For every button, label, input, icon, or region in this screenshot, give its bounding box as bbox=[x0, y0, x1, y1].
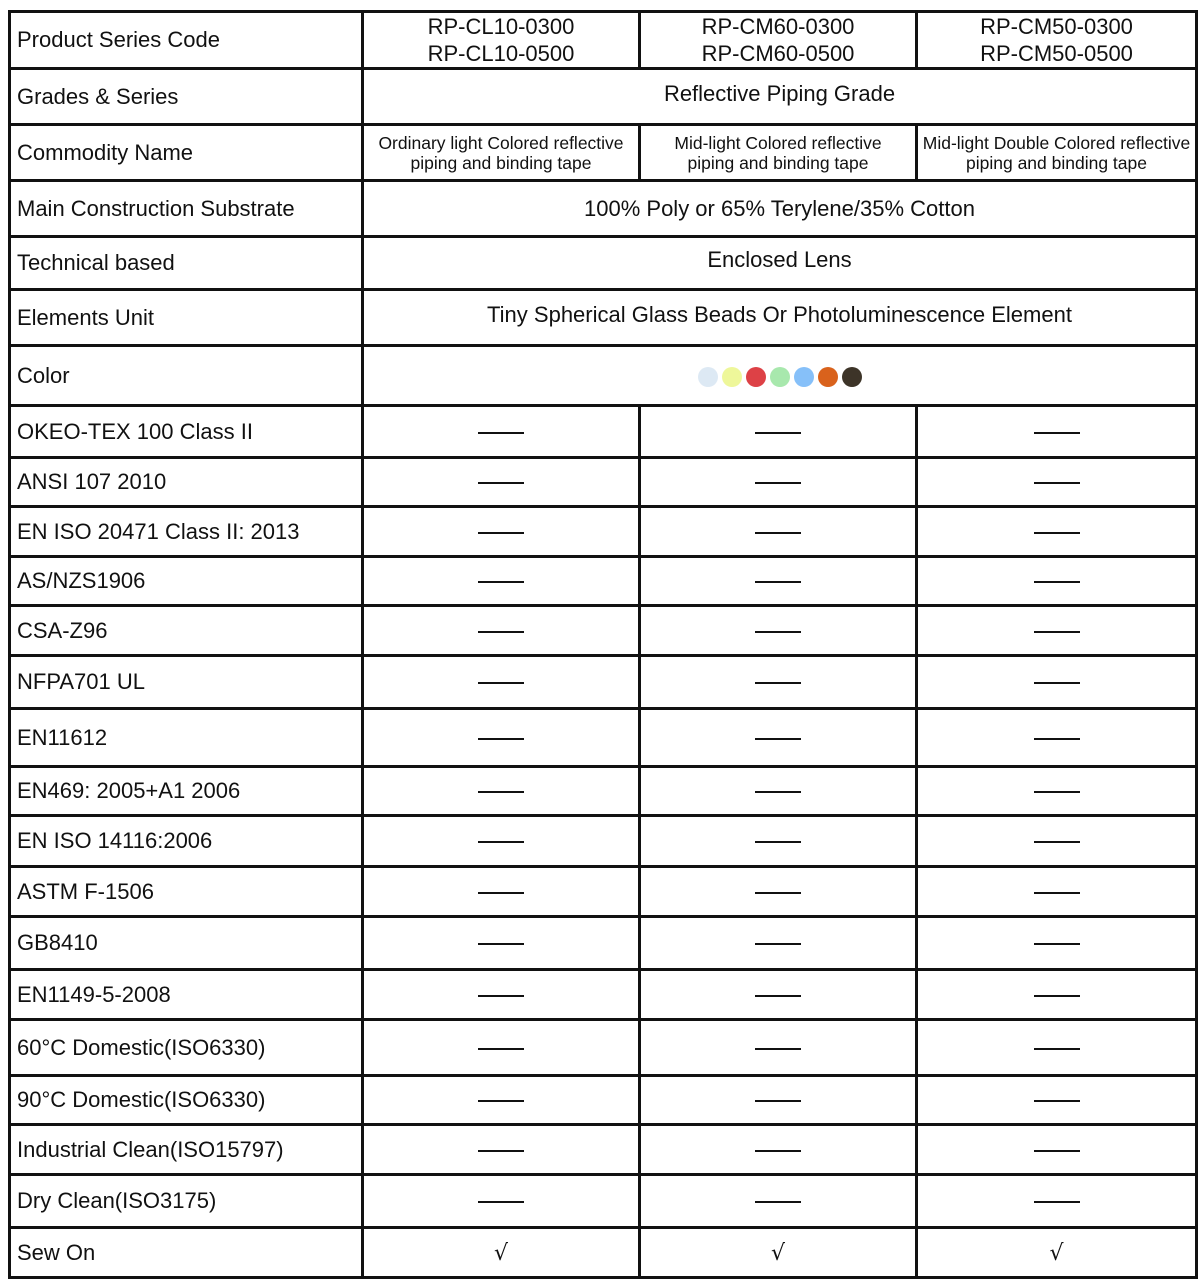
standard-value-cell bbox=[363, 816, 640, 867]
not-applicable-dash-icon bbox=[755, 482, 801, 484]
standard-row bbox=[10, 606, 1197, 656]
standard-label: 60°C Domestic(ISO6330) bbox=[10, 1020, 363, 1076]
row-technical-based bbox=[10, 237, 1197, 290]
color-swatches bbox=[698, 367, 862, 387]
not-applicable-dash-icon bbox=[1034, 631, 1080, 633]
product-code-cell bbox=[917, 12, 1197, 69]
not-applicable-dash-icon bbox=[755, 532, 801, 534]
product-code: RP-CM60-0300 bbox=[701, 14, 855, 39]
standard-value-cell bbox=[363, 606, 640, 656]
not-applicable-dash-icon bbox=[478, 892, 524, 894]
technical-value: Enclosed Lens bbox=[363, 237, 1197, 290]
not-applicable-dash-icon bbox=[1034, 841, 1080, 843]
standard-value-cell bbox=[917, 917, 1197, 970]
standard-value-cell bbox=[640, 970, 917, 1020]
standard-label: EN469: 2005+A1 2006 bbox=[10, 767, 363, 816]
color-swatch bbox=[818, 367, 838, 387]
not-applicable-dash-icon bbox=[1034, 738, 1080, 740]
not-applicable-dash-icon bbox=[755, 995, 801, 997]
not-applicable-dash-icon bbox=[478, 1150, 524, 1152]
standard-row bbox=[10, 1175, 1197, 1228]
row-elements-unit bbox=[10, 290, 1197, 346]
substrate-value: 100% Poly or 65% Terylene/35% Cotton bbox=[363, 181, 1197, 237]
not-applicable-dash-icon bbox=[1034, 1150, 1080, 1152]
not-applicable-dash-icon bbox=[1034, 532, 1080, 534]
row-product-series-code bbox=[10, 12, 1197, 69]
commodity-line: Ordinary light Colored reflective bbox=[378, 132, 624, 153]
color-swatch bbox=[746, 367, 766, 387]
not-applicable-dash-icon bbox=[1034, 581, 1080, 583]
standard-row bbox=[10, 1020, 1197, 1076]
not-applicable-dash-icon bbox=[755, 631, 801, 633]
not-applicable-dash-icon bbox=[478, 943, 524, 945]
row-label: Product Series Code bbox=[10, 12, 363, 69]
product-code-cell bbox=[363, 12, 640, 69]
standard-label: Industrial Clean(ISO15797) bbox=[10, 1125, 363, 1175]
standard-row bbox=[10, 557, 1197, 606]
not-applicable-dash-icon bbox=[478, 841, 524, 843]
standard-row bbox=[10, 507, 1197, 557]
standard-label: 90°C Domestic(ISO6330) bbox=[10, 1076, 363, 1125]
standard-value-cell bbox=[917, 970, 1197, 1020]
standard-value-cell bbox=[917, 1125, 1197, 1175]
standard-value-cell bbox=[917, 1020, 1197, 1076]
elements-value: Tiny Spherical Glass Beads Or Photoluminescence Element bbox=[363, 290, 1197, 346]
not-applicable-dash-icon bbox=[1034, 432, 1080, 434]
row-grades-series bbox=[10, 69, 1197, 125]
not-applicable-dash-icon bbox=[478, 631, 524, 633]
product-spec-table bbox=[8, 10, 1198, 1279]
standard-value-cell bbox=[917, 656, 1197, 709]
standard-row bbox=[10, 1228, 1197, 1278]
product-code: RP-CL10-0500 bbox=[427, 41, 575, 66]
not-applicable-dash-icon bbox=[755, 1150, 801, 1152]
not-applicable-dash-icon bbox=[1034, 943, 1080, 945]
not-applicable-dash-icon bbox=[755, 841, 801, 843]
color-swatch bbox=[698, 367, 718, 387]
row-main-construction-substrate bbox=[10, 181, 1197, 237]
product-code: RP-CL10-0300 bbox=[427, 14, 575, 39]
standard-value-cell bbox=[917, 1175, 1197, 1228]
standard-value-cell bbox=[640, 1175, 917, 1228]
standard-value-cell bbox=[363, 1175, 640, 1228]
standard-value-cell bbox=[640, 816, 917, 867]
standard-value-cell bbox=[640, 709, 917, 767]
not-applicable-dash-icon bbox=[478, 995, 524, 997]
standard-value-cell bbox=[363, 458, 640, 507]
color-swatches-cell bbox=[363, 346, 1197, 406]
product-code: RP-CM60-0500 bbox=[701, 41, 855, 66]
standard-row bbox=[10, 917, 1197, 970]
standard-row bbox=[10, 970, 1197, 1020]
standard-value-cell bbox=[640, 1125, 917, 1175]
standard-row bbox=[10, 458, 1197, 507]
color-swatch bbox=[842, 367, 862, 387]
row-label: Commodity Name bbox=[10, 125, 363, 181]
standard-value-cell bbox=[363, 917, 640, 970]
color-swatch bbox=[770, 367, 790, 387]
not-applicable-dash-icon bbox=[478, 682, 524, 684]
standard-label: Dry Clean(ISO3175) bbox=[10, 1175, 363, 1228]
row-label: Elements Unit bbox=[10, 290, 363, 346]
standard-label: CSA-Z96 bbox=[10, 606, 363, 656]
standard-label: ASTM F-1506 bbox=[10, 867, 363, 917]
product-code-cell bbox=[640, 12, 917, 69]
standard-value-cell bbox=[363, 970, 640, 1020]
not-applicable-dash-icon bbox=[1034, 995, 1080, 997]
standard-value-cell bbox=[917, 406, 1197, 458]
standard-label: OKEO-TEX 100 Class II bbox=[10, 406, 363, 458]
standard-value-cell bbox=[917, 816, 1197, 867]
standard-value-cell bbox=[363, 656, 640, 709]
standard-value-cell bbox=[640, 1020, 917, 1076]
standard-value-cell bbox=[917, 1076, 1197, 1125]
standard-value-cell bbox=[363, 767, 640, 816]
check-mark-icon: √ bbox=[1049, 1240, 1064, 1266]
standard-value-cell bbox=[640, 917, 917, 970]
not-applicable-dash-icon bbox=[478, 1100, 524, 1102]
standard-value-cell bbox=[640, 606, 917, 656]
standard-value-cell bbox=[363, 1125, 640, 1175]
commodity-line: piping and binding tape bbox=[966, 152, 1147, 173]
standard-label: EN11612 bbox=[10, 709, 363, 767]
standard-row bbox=[10, 406, 1197, 458]
not-applicable-dash-icon bbox=[1034, 1048, 1080, 1050]
standard-label: NFPA701 UL bbox=[10, 656, 363, 709]
not-applicable-dash-icon bbox=[755, 1201, 801, 1203]
row-color bbox=[10, 346, 1197, 406]
standard-value-cell bbox=[917, 1228, 1197, 1278]
not-applicable-dash-icon bbox=[478, 532, 524, 534]
standard-value-cell bbox=[363, 557, 640, 606]
standard-value-cell bbox=[363, 1020, 640, 1076]
row-commodity-name bbox=[10, 125, 1197, 181]
not-applicable-dash-icon bbox=[478, 1201, 524, 1203]
not-applicable-dash-icon bbox=[478, 1048, 524, 1050]
standard-row bbox=[10, 656, 1197, 709]
row-label: Grades & Series bbox=[10, 69, 363, 125]
product-code: RP-CM50-0500 bbox=[980, 41, 1133, 66]
not-applicable-dash-icon bbox=[755, 1100, 801, 1102]
row-label: Technical based bbox=[10, 237, 363, 290]
standard-label: EN1149-5-2008 bbox=[10, 970, 363, 1020]
standard-row bbox=[10, 816, 1197, 867]
standard-label: ANSI 107 2010 bbox=[10, 458, 363, 507]
commodity-cell bbox=[363, 125, 640, 181]
standard-value-cell bbox=[917, 458, 1197, 507]
standard-row bbox=[10, 767, 1197, 816]
not-applicable-dash-icon bbox=[478, 432, 524, 434]
grade-value: Reflective Piping Grade bbox=[363, 69, 1197, 125]
color-swatch bbox=[722, 367, 742, 387]
not-applicable-dash-icon bbox=[755, 738, 801, 740]
not-applicable-dash-icon bbox=[478, 738, 524, 740]
not-applicable-dash-icon bbox=[1034, 892, 1080, 894]
row-label: Main Construction Substrate bbox=[10, 181, 363, 237]
row-label: Color bbox=[10, 346, 363, 406]
product-code: RP-CM50-0300 bbox=[980, 14, 1133, 39]
standard-value-cell bbox=[640, 507, 917, 557]
standard-label: EN ISO 20471 Class II: 2013 bbox=[10, 507, 363, 557]
not-applicable-dash-icon bbox=[755, 682, 801, 684]
not-applicable-dash-icon bbox=[755, 1048, 801, 1050]
not-applicable-dash-icon bbox=[1034, 482, 1080, 484]
commodity-line: piping and binding tape bbox=[687, 152, 869, 173]
standard-value-cell bbox=[640, 1076, 917, 1125]
not-applicable-dash-icon bbox=[755, 791, 801, 793]
commodity-cell bbox=[917, 125, 1197, 181]
check-mark-icon: √ bbox=[493, 1240, 509, 1266]
commodity-cell bbox=[640, 125, 917, 181]
standard-value-cell bbox=[917, 557, 1197, 606]
standard-row bbox=[10, 1125, 1197, 1175]
not-applicable-dash-icon bbox=[755, 432, 801, 434]
standard-value-cell bbox=[363, 1076, 640, 1125]
check-mark-icon: √ bbox=[770, 1240, 786, 1266]
standard-row bbox=[10, 1076, 1197, 1125]
standard-label: GB8410 bbox=[10, 917, 363, 970]
color-swatch bbox=[794, 367, 814, 387]
standard-value-cell bbox=[363, 507, 640, 557]
not-applicable-dash-icon bbox=[1034, 791, 1080, 793]
standard-label: AS/NZS1906 bbox=[10, 557, 363, 606]
standard-value-cell bbox=[363, 406, 640, 458]
commodity-line: Mid-light Colored reflective bbox=[674, 132, 882, 153]
standard-value-cell bbox=[363, 1228, 640, 1278]
not-applicable-dash-icon bbox=[1034, 1201, 1080, 1203]
not-applicable-dash-icon bbox=[755, 581, 801, 583]
not-applicable-dash-icon bbox=[1034, 682, 1080, 684]
standard-value-cell bbox=[917, 507, 1197, 557]
standard-value-cell bbox=[917, 606, 1197, 656]
not-applicable-dash-icon bbox=[755, 892, 801, 894]
standard-value-cell bbox=[917, 767, 1197, 816]
standard-value-cell bbox=[640, 406, 917, 458]
standard-value-cell bbox=[917, 709, 1197, 767]
not-applicable-dash-icon bbox=[478, 482, 524, 484]
not-applicable-dash-icon bbox=[478, 791, 524, 793]
standard-label: EN ISO 14116:2006 bbox=[10, 816, 363, 867]
commodity-line: piping and binding tape bbox=[410, 152, 592, 173]
standard-value-cell bbox=[640, 656, 917, 709]
standard-value-cell bbox=[363, 709, 640, 767]
standard-row bbox=[10, 867, 1197, 917]
standard-label: Sew On bbox=[10, 1228, 363, 1278]
standard-value-cell bbox=[363, 867, 640, 917]
commodity-line: Mid-light Double Colored reflective bbox=[922, 132, 1191, 153]
standard-row bbox=[10, 709, 1197, 767]
standard-value-cell bbox=[640, 1228, 917, 1278]
standard-value-cell bbox=[917, 867, 1197, 917]
standard-value-cell bbox=[640, 767, 917, 816]
standard-value-cell bbox=[640, 557, 917, 606]
standard-value-cell bbox=[640, 867, 917, 917]
not-applicable-dash-icon bbox=[478, 581, 524, 583]
not-applicable-dash-icon bbox=[755, 943, 801, 945]
standard-value-cell bbox=[640, 458, 917, 507]
not-applicable-dash-icon bbox=[1034, 1100, 1080, 1102]
